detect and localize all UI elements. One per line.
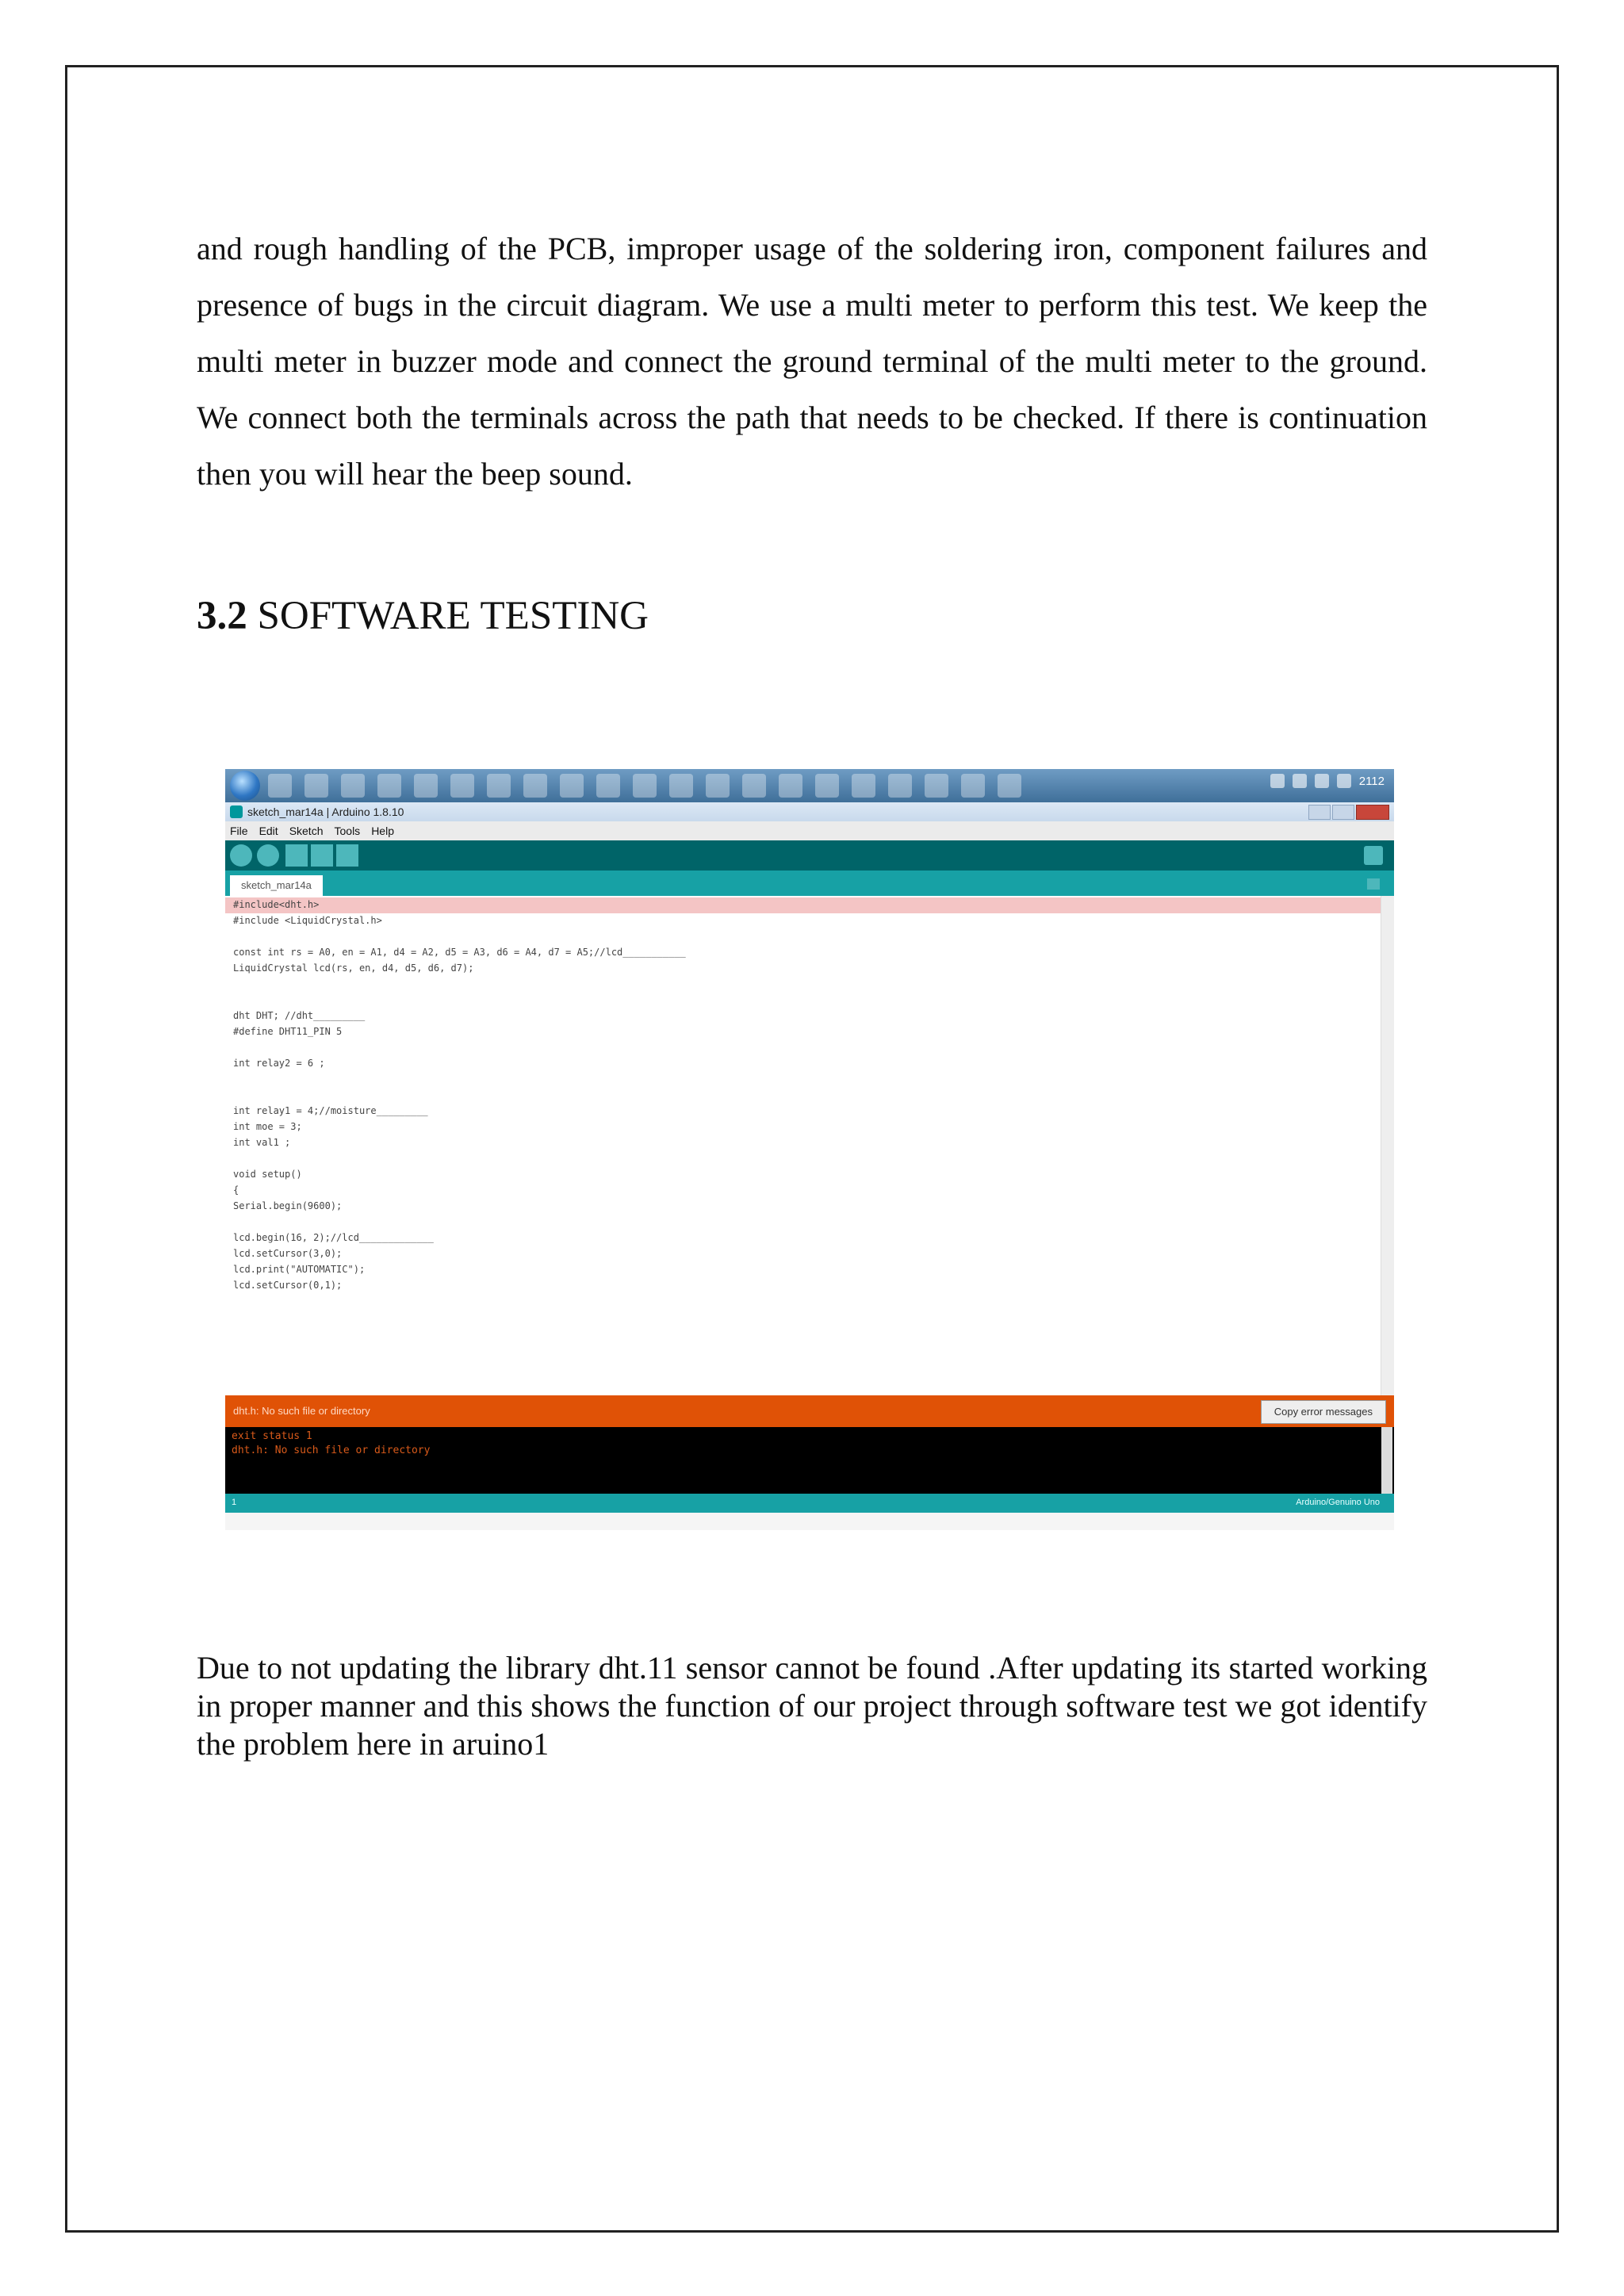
menu-help[interactable]: Help — [371, 825, 394, 837]
arduino-app-icon — [230, 806, 243, 818]
taskbar-app-icon — [414, 774, 438, 798]
error-line-highlight — [225, 897, 1381, 913]
verify-button[interactable] — [230, 844, 252, 867]
upload-button[interactable] — [257, 844, 279, 867]
code-line: LiquidCrystal lcd(rs, en, d4, d5, d6, d7); — [233, 962, 474, 974]
section-title: SOFTWARE TESTING — [257, 594, 649, 638]
error-message: dht.h: No such file or directory — [233, 1405, 370, 1417]
code-line: void setup() — [233, 1169, 302, 1180]
taskbar-app-icon — [377, 774, 401, 798]
code-line: #define DHT11_PIN 5 — [233, 1026, 343, 1037]
code-line: const int rs = A0, en = A1, d4 = A2, d5 = A3, d6 = A4, d7 = A5;//lcd___________ — [233, 947, 686, 958]
taskbar-app-icon — [925, 774, 948, 798]
code-line: { — [233, 1184, 239, 1196]
body-paragraph-continuation: and rough handling of the PCB, improper usage of the soldering iron, component failures and presence of bugs in the circuit diagram. We use a multi meter to perform this test. We keep the multi meter in buzzer mode and connect the ground terminal of the multi meter to the ground. We connect both the terminals across the path that needs to be checked. If there is continuation then you will hear the beep sound. — [197, 231, 1427, 492]
close-button[interactable] — [1356, 805, 1389, 820]
menu-sketch[interactable]: Sketch — [289, 825, 324, 837]
window-controls — [1308, 805, 1389, 820]
taskbar-app-icon — [779, 774, 802, 798]
code-line: int val1 ; — [233, 1137, 291, 1148]
section-heading — [197, 593, 649, 639]
ide-footer-bar — [225, 1494, 1394, 1513]
code-line: lcd.begin(16, 2);//lcd_____________ — [233, 1232, 434, 1243]
line-number: 1 — [232, 1498, 237, 1507]
taskbar-app-icon — [669, 774, 693, 798]
error-status-bar — [225, 1395, 1394, 1427]
taskbar-icons — [268, 774, 1021, 798]
start-button-icon — [230, 771, 260, 801]
system-tray — [1270, 774, 1385, 788]
code-line: Serial.begin(9600); — [233, 1200, 343, 1211]
taskbar-app-icon — [852, 774, 875, 798]
code-line: dht DHT; //dht_________ — [233, 1010, 366, 1021]
taskbar-app-icon — [560, 774, 584, 798]
taskbar-app-icon — [268, 774, 292, 798]
menu-bar — [225, 821, 1394, 840]
open-sketch-button[interactable] — [311, 844, 333, 867]
code-line: lcd.setCursor(0,1); — [233, 1280, 343, 1291]
console-line: dht.h: No such file or directory — [232, 1445, 431, 1456]
taskbar-app-icon — [633, 774, 657, 798]
minimize-button[interactable] — [1308, 805, 1331, 820]
console-scrollbar[interactable] — [1381, 1427, 1392, 1494]
windows-taskbar — [225, 769, 1394, 802]
editor-scrollbar[interactable] — [1381, 896, 1394, 1395]
menu-file[interactable]: File — [230, 825, 248, 837]
taskbar-app-icon — [341, 774, 365, 798]
taskbar-app-icon — [487, 774, 511, 798]
network-icon — [1337, 774, 1351, 788]
ide-toolbar — [225, 840, 1394, 871]
taskbar-app-icon — [742, 774, 766, 798]
taskbar-app-icon — [706, 774, 730, 798]
taskbar-app-icon — [596, 774, 620, 798]
window-title: sketch_mar14a | Arduino 1.8.10 — [247, 806, 404, 818]
menu-tools[interactable]: Tools — [334, 825, 361, 837]
code-line: int relay2 = 6 ; — [233, 1058, 325, 1069]
section-number: 3.2 — [197, 594, 247, 638]
arduino-ide-screenshot — [225, 769, 1394, 1530]
taskbar-app-icon — [888, 774, 912, 798]
console-output — [225, 1427, 1394, 1494]
menu-edit[interactable]: Edit — [259, 825, 278, 837]
code-line: #include<dht.h> — [233, 899, 320, 910]
taskbar-app-icon — [961, 774, 985, 798]
clock: 2112 — [1358, 774, 1385, 788]
tray-icon — [1293, 774, 1307, 788]
code-editor[interactable] — [225, 896, 1381, 1395]
console-line: exit status 1 — [232, 1430, 312, 1442]
sketch-tab[interactable]: sketch_mar14a — [230, 875, 323, 896]
window-titlebar — [225, 802, 1394, 821]
tab-bar — [225, 871, 1394, 896]
code-line: #include <LiquidCrystal.h> — [233, 915, 382, 926]
serial-monitor-button[interactable] — [1364, 846, 1383, 865]
code-line: int moe = 3; — [233, 1121, 302, 1132]
screenshot-caption-paragraph: Due to not updating the library dht.11 sensor cannot be found .After updating its started working in proper manner and this shows the function of our project through software test we got identify the problem here in aruino1 — [197, 1650, 1427, 1762]
tray-icon — [1270, 774, 1285, 788]
taskbar-app-icon — [304, 774, 328, 798]
tab-menu-button[interactable] — [1367, 878, 1380, 890]
volume-icon — [1315, 774, 1329, 788]
taskbar-app-icon — [998, 774, 1021, 798]
maximize-button[interactable] — [1332, 805, 1354, 820]
code-line: lcd.setCursor(3,0); — [233, 1248, 343, 1259]
new-sketch-button[interactable] — [285, 844, 308, 867]
taskbar-app-icon — [523, 774, 547, 798]
code-line: lcd.print("AUTOMATIC"); — [233, 1264, 366, 1275]
taskbar-app-icon — [815, 774, 839, 798]
code-line: int relay1 = 4;//moisture_________ — [233, 1105, 428, 1116]
copy-error-messages-button[interactable]: Copy error messages — [1261, 1400, 1386, 1424]
save-sketch-button[interactable] — [336, 844, 358, 867]
taskbar-app-icon — [450, 774, 474, 798]
board-name: Arduino/Genuino Uno — [1296, 1498, 1380, 1507]
